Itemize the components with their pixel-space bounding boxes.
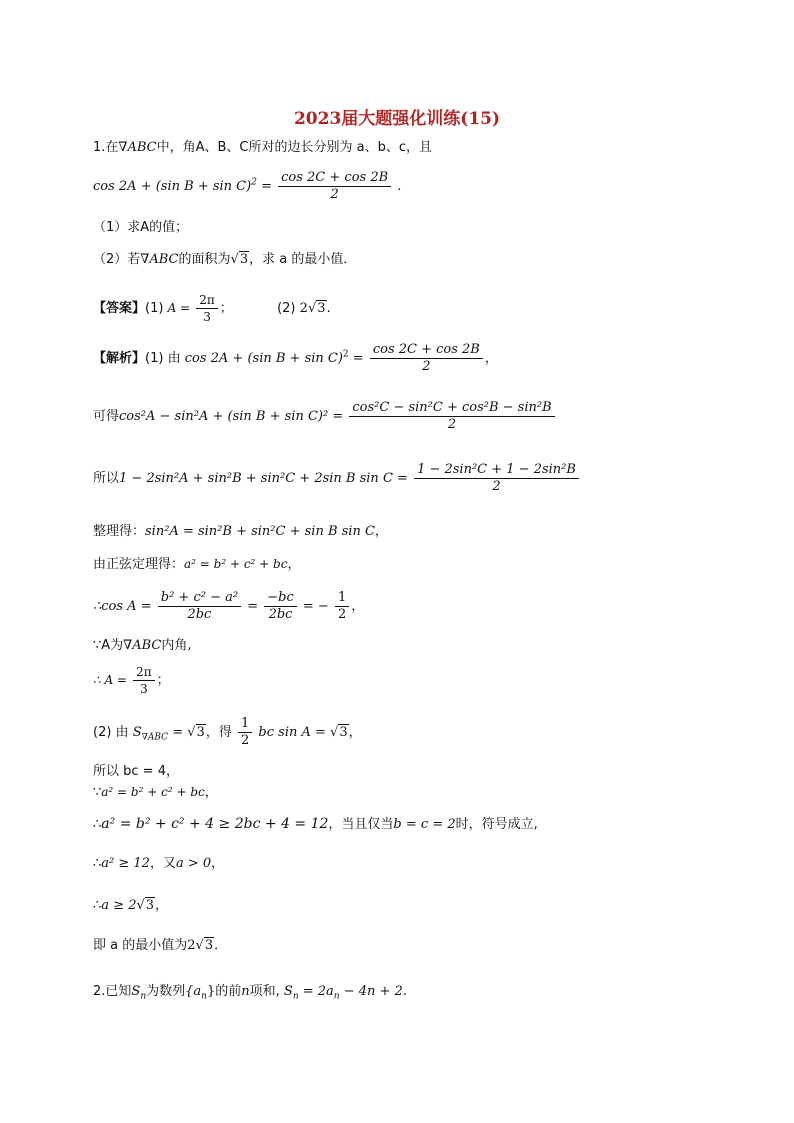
analysis-line-2: 可得cos²A − sin²A + (sin B + sin C)² = $\frac{\text{cos²C − sin²C + cos²B − sin²B}}{2}$ xyxy=(93,400,557,433)
analysis-l6-frac2: $\frac{-bc}{2bc}$ xyxy=(264,590,297,623)
analysis-l3-fraction: $\frac{\text{1 − 2sin²C + 1 − 2sin²B}}{2}$ xyxy=(414,462,579,495)
q1-part1: （1）求A的值； xyxy=(93,220,189,235)
q1-part2-c: ，求 a 的最小值． xyxy=(249,252,357,267)
q1-condition xyxy=(93,170,401,203)
analysis-line-15: 即 a 的最小值为2√3． xyxy=(93,938,228,953)
q1-cond-num: cos 2C + cos 2B xyxy=(278,170,391,187)
answer-part1-tag: (1) xyxy=(145,301,164,316)
analysis-line-9: (2) 由 $S_{\nabla ABC} = √3$，得 $\frac{1}{2}$ bc sin A = √3， xyxy=(93,716,362,748)
analysis-line-6: ∴cos A = $\frac{\text{b² + c² − a²}}{2bc}$ = $\frac{-bc}{2bc}$ = − $\frac{1}{2}$ ， xyxy=(93,590,365,622)
analysis-l1-fraction: $\frac{\cos 2C + \cos 2B}{2}$ xyxy=(370,342,483,375)
analysis-label: 【解析】 xyxy=(93,351,146,366)
answer-val-sqrt: √3 xyxy=(307,301,326,316)
answer-val-coef: 2 xyxy=(299,301,308,316)
q1-part2 xyxy=(93,250,356,270)
answer-fraction: $\frac{2\pi}{3}$ xyxy=(196,292,218,325)
answer-sep: ； xyxy=(219,301,233,316)
analysis-line-4: 整理得：sin²A = sin²B + sin²C + sin B sin C， xyxy=(93,524,388,539)
q1-cond-end: . xyxy=(397,179,402,194)
q1-part2-sqrt: √3 xyxy=(230,252,249,267)
analysis-line-13: ∴a² ≥ 12，又a > 0， xyxy=(93,856,225,871)
q1-part2-triangle: ∇ABC xyxy=(140,252,179,267)
q1-part2-a: （2）若 xyxy=(93,252,141,267)
q1-cond-lhs: cos 2A + (sin B + sin C) xyxy=(93,179,252,194)
analysis-l8-fraction: $\frac{2\pi}{3}$ xyxy=(133,664,155,697)
analysis-l6-frac1: $\frac{\text{b² + c² − a²}}{2bc}$ xyxy=(158,590,241,623)
q1-statement-rest: 中，角A、B、C所对的边长分别为 a、b、c，且 xyxy=(156,140,433,155)
analysis-line-3: 所以1 − 2sin²A + sin²B + sin²C + 2sin B sin C = $\frac{\text{1 − 2sin²C + 1 − 2sin²B}}{2}$ xyxy=(93,462,581,495)
q1-triangle: ∇ABC xyxy=(118,140,157,155)
page-title: 2023届大题强化训练(15) xyxy=(293,109,501,129)
analysis-line-11: ∵a² = b² + c² + bc， xyxy=(93,785,218,800)
answer-line: 【答案】(1) A = $\frac{2\pi}{3}$ ； (2) 2√3. xyxy=(93,293,331,324)
q1-statement xyxy=(93,138,432,158)
analysis-line-1: 【解析】(1) 由 cos 2A + (sin B + sin C)$^2$ = $\frac{\cos 2C + \cos 2B}{2}$ ， xyxy=(93,342,498,374)
q1-prefix: 1.在 xyxy=(93,140,119,155)
q1-cond-square: 2 xyxy=(251,177,257,188)
analysis-l9-fraction: $\frac{1}{2}$ xyxy=(238,716,252,749)
analysis-l6-frac3: $\frac{1}{2}$ xyxy=(335,590,349,623)
q1-cond-den: 2 xyxy=(330,187,339,202)
q1-cond-fraction xyxy=(278,170,391,203)
answer-label: 【答案】 xyxy=(93,301,146,316)
q2-statement: 2.已知$S_n$为数列$\{a_n\}$的前n项和, $S_n = 2a_n - 4n + 2$. xyxy=(93,984,407,1002)
q1-cond-eq: = xyxy=(261,179,272,194)
q1-part2-b: 的面积为 xyxy=(178,252,231,267)
analysis-line-10: 所以 bc = 4， xyxy=(93,764,179,779)
analysis-line-8: ∴ A = $\frac{2\pi}{3}$ ； xyxy=(93,665,170,696)
analysis-l2-fraction: $\frac{\text{cos²C − sin²C + cos²B − sin²B}}{2}$ xyxy=(349,400,554,433)
analysis-line-14: ∴a ≥ 2√3， xyxy=(93,898,169,913)
answer-A-eq: A = xyxy=(167,301,191,315)
analysis-line-5: 由正弦定理得：a² = b² + c² + bc， xyxy=(93,557,301,572)
analysis-line-7: ∵A为∇ABC内角, xyxy=(93,638,192,653)
analysis-line-12: ∴a² = b² + c² + 4 ≥ 2bc + 4 = 12，当且仅当b = c = 2时，符号成立, xyxy=(93,816,538,832)
answer-part2-tag: (2) xyxy=(277,301,296,316)
